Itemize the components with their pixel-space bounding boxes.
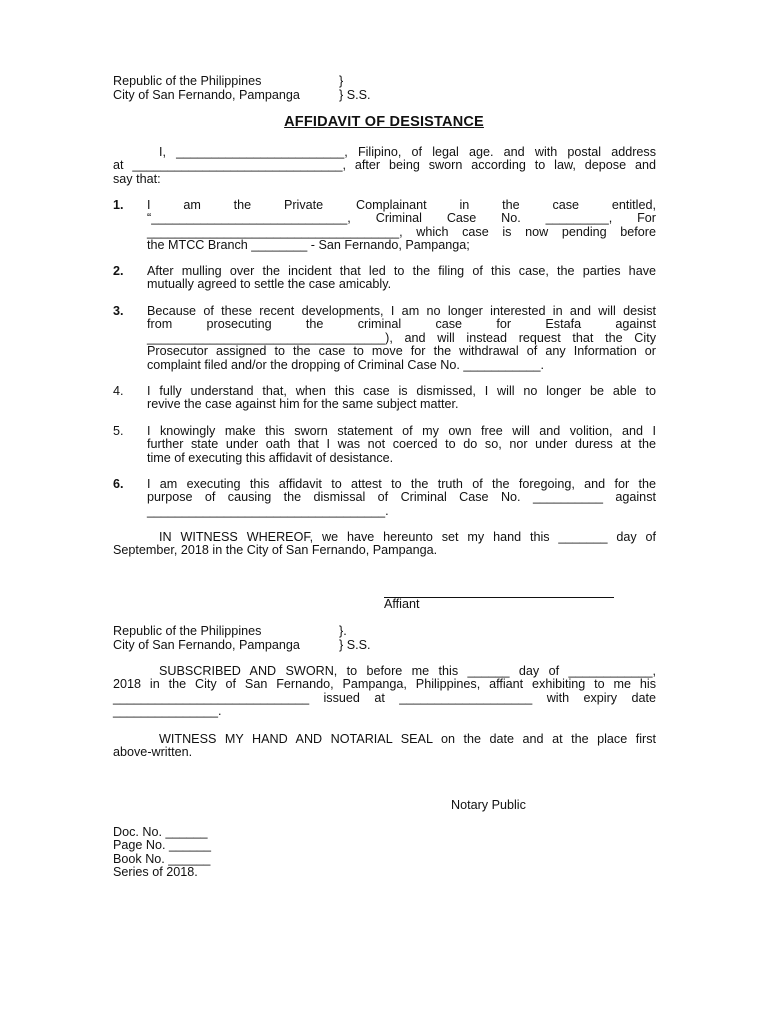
venue-top-ss: } S.S. [339,88,371,102]
item-line: I am the Private Complainant in the case entitled, [147,198,656,212]
item-line: the MTCC Branch ________ - San Fernando, Pampanga; [147,238,470,253]
notarial-line: WITNESS MY HAND AND NOTARIAL SEAL on the date and at the place first [159,732,656,746]
venue-bottom-line1: Republic of the Philippines [113,624,262,638]
intro-line: at ______________________________, after being sworn according to law, depose and [113,158,656,173]
venue-bottom-line2: City of San Fernando, Pampanga [113,638,300,652]
affiant-label: Affiant [384,597,420,611]
item-line: After mulling over the incident that led to the filing of this case, the parties have [147,264,656,278]
item-4 [147,385,656,412]
item-line: time of executing this affidavit of desistance. [147,450,394,465]
venue-top-brace1: } [339,74,344,88]
item-1 [147,199,656,253]
document-title: AFFIDAVIT OF DESISTANCE [284,114,484,130]
jurat-line: ____________________________ issued at ___________________ with expiry date [113,690,656,705]
item-line: purpose of causing the dismissal of Criminal Case No. __________ against [147,490,656,505]
jurat-line: 2018 in the City of San Fernando, Pampanga, Philippines, affiant exhibiting to me his [113,677,656,692]
item-line: complaint filed and/or the dropping of Criminal Case No. ___________. [147,357,544,372]
item-line: “____________________________, Criminal Case No. _________, For [147,211,656,226]
item-5 [147,425,656,465]
doc-refs [113,826,211,880]
venue-bottom-ss: } S.S. [339,638,371,652]
item-line: I knowingly make this sworn statement of my own free will and volition, and I [147,424,656,438]
series: Series of 2018. [113,865,198,880]
item-line: I am executing this affidavit to attest to the truth of the foregoing, and for the [147,477,656,491]
notarial-line: above-written. [113,745,193,760]
jurat-line: _______________. [113,704,222,719]
venue-top-line2: City of San Fernando, Pampanga [113,88,300,102]
item-number: 2. [113,264,124,278]
item-line: Prosecutor assigned to the case to move for the withdrawal of any Information or [147,344,656,359]
item-line: __________________________________. [147,503,389,518]
item-line: I fully understand that, when this case is dismissed, I will no longer be able to [147,384,656,398]
item-number: 6. [113,477,124,491]
item-line: mutually agreed to settle the case amicably. [147,277,392,292]
item-3 [147,305,656,372]
item-line: Because of these recent developments, I am no longer interested in and will desist [147,304,656,318]
witness-paragraph [113,531,656,558]
notary-public-label: Notary Public [451,798,526,812]
item-line: __________________________________), and will instead request that the City [147,330,656,345]
item-line: from prosecuting the criminal case for Estafa against [147,317,656,332]
intro-line: say that: [113,171,161,186]
item-number: 1. [113,198,124,212]
item-number: 4. [113,384,124,398]
intro-paragraph [113,146,656,186]
witness-line: September, 2018 in the City of San Fernando, Pampanga. [113,543,438,558]
venue-top-line1: Republic of the Philippines [113,74,262,88]
page-number: Page No. ______ [113,838,212,853]
item-2 [147,265,656,292]
item-number: 5. [113,424,124,438]
jurat-paragraph [113,665,656,719]
jurat-line: SUBSCRIBED AND SWORN, to before me this ______ day of ____________, [159,664,656,678]
venue-bottom-brace1: }. [339,624,347,638]
item-number: 3. [113,304,124,318]
item-6 [147,478,656,518]
witness-line: IN WITNESS WHEREOF, we have hereunto set my hand this _______ day of [159,530,656,544]
item-line: ____________________________________, which case is now pending before [147,224,656,239]
notarial-paragraph [113,733,656,760]
intro-line: I, ________________________, Filipino, of legal age. and with postal address [159,145,656,159]
item-line: revive the case against him for the same subject matter. [147,397,459,412]
doc-number: Doc. No. ______ [113,825,208,839]
item-line: further state under oath that I was not coerced to do so, nor under duress at the [147,437,656,452]
book-number: Book No. ______ [113,851,211,866]
